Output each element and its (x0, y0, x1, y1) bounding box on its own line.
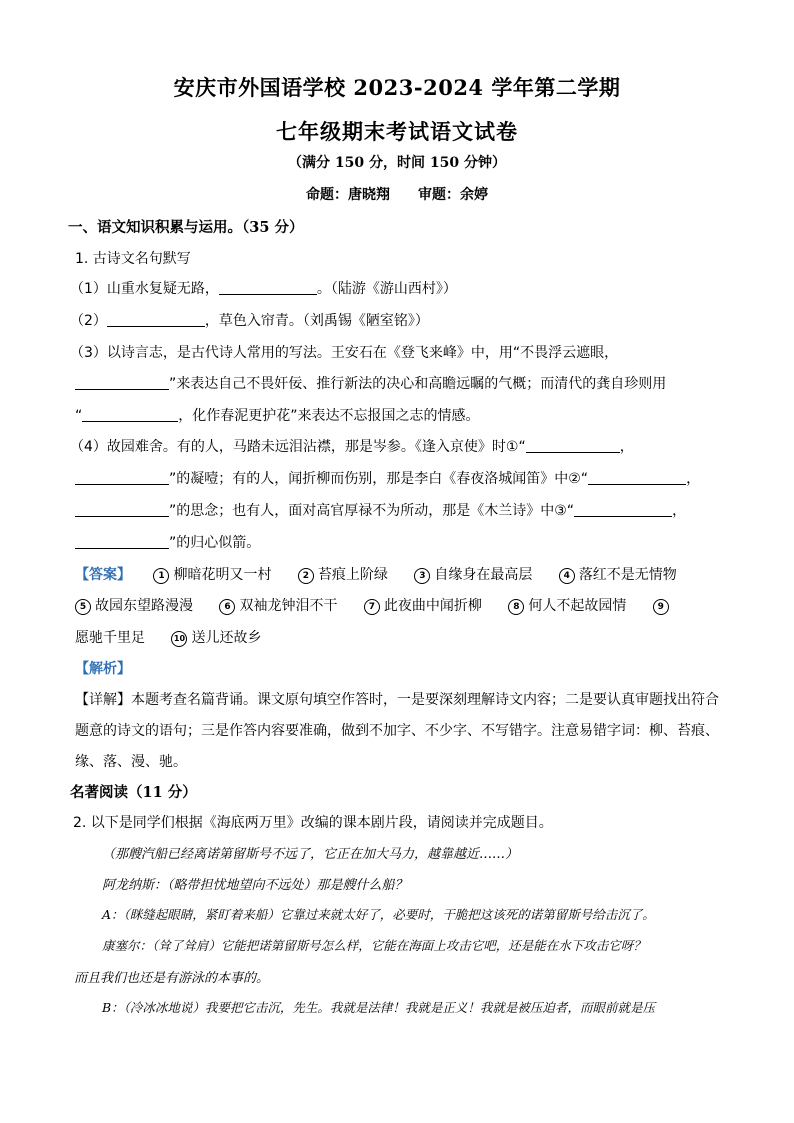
q1-part1: （1）山重水复疑无路， 。（陆游《游山西村》） (70, 281, 457, 297)
q1-part4-line2: ”的凝噎；有的人，闻折柳而伤别，那是李白《春夜洛城闻笛》中②“ ， (75, 468, 700, 488)
q1-label: 1. 古诗文名句默写 (75, 251, 191, 267)
q1-part3-line1: （3）以诗言志，是古代诗人常用的写法。王安石在《登飞来峰》中，用“不畏浮云遮眼， (70, 345, 619, 361)
answer-item: 5 故园东望路漫漫 (75, 595, 193, 615)
q1-part3-line3: “ ，化作春泥更护花”来表达不忘报国之志的情感。 (75, 408, 480, 424)
answer-row-3 (75, 627, 283, 647)
answer-row-2 (75, 595, 673, 615)
answer-item: 4 落红不是无情物 (559, 564, 677, 584)
q1-part4-line3: ”的思念；也有人，面对高官厚禄不为所动，那是《木兰诗》中③“ ， (75, 500, 686, 520)
answer-item: 3 自缘身在最高层 (414, 564, 532, 584)
answer-blank[interactable] (526, 439, 620, 453)
exam-title-school: 安庆市外国语学校 2023-2024 学年第二学期 (173, 75, 621, 100)
script-line: （那艘汽船已经离诺第留斯号不远了，它正在加大马力，越靠越近……） (102, 847, 519, 862)
q1-part2: （2） ，草色入帘青。（刘禹锡《陋室铭》） (70, 313, 429, 329)
detail-line-1: 【详解】本题考查名篇背诵。课文原句填空作答时，一是要深刻理解诗文内容；二是要认真审题找出符合 (75, 692, 719, 708)
section1-heading: 一、语文知识积累与运用。（35 分） (68, 219, 304, 236)
answer-item: 9 (653, 598, 673, 615)
answer-item: 2 苔痕上阶绿 (298, 564, 388, 584)
detail-line-2: 题意的诗文的语句；三是作答内容要准确，做到不加字、不少字、不写错字。注意易错字词：柳、苔痕、 (75, 723, 719, 739)
answer-item: 愿驰千里足 (75, 630, 145, 646)
exam-title-paper: 七年级期末考试语文试卷 (276, 119, 518, 144)
section2-heading: 名著阅读（11 分） (70, 784, 197, 801)
script-line: 而且我们也还是有游泳的本事的。 (74, 971, 270, 986)
answer-blank[interactable] (588, 471, 686, 485)
analysis-tag: 【解析】 (75, 661, 131, 677)
script-line: 康塞尔：（耸了耸肩）它能把诺第留斯号怎么样，它能在海面上攻击它吧，还是能在水下攻击它呀？ (102, 938, 646, 953)
q1-part3-line2: ”来表达自己不畏奸佞、推行新法的决心和高瞻远瞩的气概；而清代的龚自珍则用 (75, 373, 666, 393)
answer-blank[interactable] (75, 471, 169, 485)
q1-part4-line1: （4）故园难舍。有的人，马踏未远泪沾襟，那是岑参。《逢入京使》时①“ ， (70, 439, 634, 455)
answer-blank[interactable] (75, 535, 169, 549)
answer-blank[interactable] (82, 408, 178, 422)
answer-blank[interactable] (75, 503, 169, 517)
q2-prompt: 2. 以下是同学们根据《海底两万里》改编的课本剧片段，请阅读并完成题目。 (73, 815, 553, 831)
q1-part4-line4: ”的归心似箭。 (75, 532, 260, 552)
script-line: B：（冷冰冰地说）我要把它击沉，先生。我就是法律！我就是正义！我就是被压迫者，而眼前就是压 (102, 1000, 655, 1015)
answer-item: 10 送儿还故乡 (171, 627, 261, 647)
answer-blank[interactable] (574, 503, 672, 517)
answer-tag: 【答案】 (75, 567, 131, 583)
answer-blank[interactable] (219, 281, 317, 295)
score-time-note: （满分 150 分，时间 150 分钟） (288, 155, 506, 171)
detail-line-3: 缘、落、漫、驰。 (75, 754, 187, 770)
answer-item: 7 此夜曲中闻折柳 (364, 595, 482, 615)
authors-line: 命题：唐晓翔 审题：余婷 (306, 187, 488, 203)
answer-row-1 (75, 564, 677, 584)
answer-item: 1 柳暗花明又一村 (153, 564, 271, 584)
script-line: A：（眯缝起眼睛，紧盯着来船）它靠过来就太好了，必要时，干脆把这该死的诺第留斯号给击沉了。 (102, 907, 655, 922)
answer-item: 8 何人不起故园情 (508, 595, 626, 615)
script-line: 阿龙纳斯：（略带担忧地望向不远处）那是艘什么船？ (102, 878, 408, 893)
answer-item: 6 双袖龙钟泪不干 (219, 595, 337, 615)
answer-blank[interactable] (75, 376, 169, 390)
answer-blank[interactable] (107, 313, 205, 327)
